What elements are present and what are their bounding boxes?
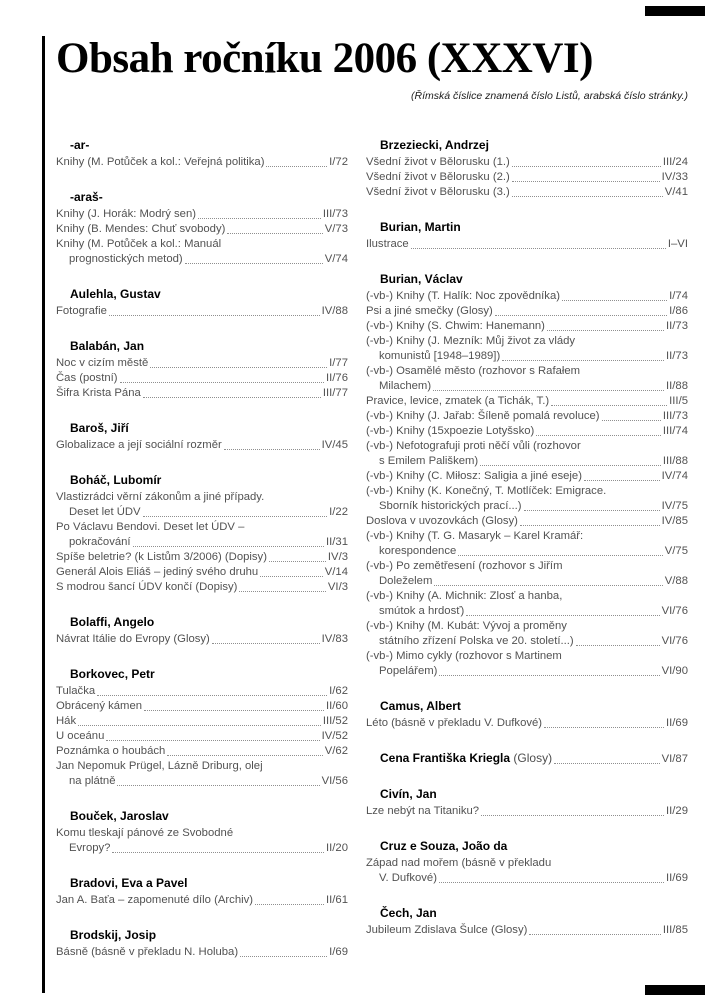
toc-section	[366, 787, 688, 819]
page-ref: IV/45	[321, 439, 348, 452]
author-name: Cruz e Souza, João da	[380, 839, 508, 854]
author-heading	[56, 615, 348, 630]
dotted-leader	[512, 180, 660, 182]
page-ref: V/75	[664, 545, 688, 558]
toc-entry-line	[56, 252, 348, 267]
entry-text: (-vb-) Knihy (M. Kubát: Vývoj a proměny	[366, 620, 567, 633]
entry-text: Lze nebýt na Titaniku?	[366, 805, 480, 818]
author-heading	[56, 287, 348, 302]
page-ref: I/86	[669, 305, 688, 318]
entry-text: (-vb-) Knihy (J. Mezník: Můj život za vlády	[366, 335, 576, 348]
toc-entry-line	[366, 409, 688, 424]
toc-entry-line	[56, 699, 348, 714]
toc-entry-line	[366, 649, 688, 664]
entry-text: S modrou šancí ÚDV končí (Dopisy)	[56, 581, 238, 594]
toc-entry-line	[366, 856, 688, 871]
toc-entry-line	[366, 804, 688, 819]
dotted-leader	[512, 195, 663, 197]
author-name: Brzeziecki, Andrzej	[380, 138, 489, 153]
entry-text: Globalizace a její sociální rozměr	[56, 439, 222, 452]
author-heading	[366, 787, 688, 802]
dotted-leader	[458, 554, 662, 556]
page-ref: III/85	[662, 924, 688, 937]
page-ref: VI/76	[661, 605, 688, 618]
entry-text: Poznámka o houbách	[56, 745, 166, 758]
toc-entry-line	[56, 714, 348, 729]
entry-text: Milachem)	[379, 380, 432, 393]
dotted-leader	[227, 232, 322, 234]
entry-text: Jubileum Zdislava Šulce (Glosy)	[366, 924, 528, 937]
page-ref: V/88	[664, 575, 688, 588]
entry-text: Doslova v uvozovkách (Glosy)	[366, 515, 518, 528]
page-ref: VI/3	[327, 581, 348, 594]
author-heading	[56, 473, 348, 488]
page-ref: VI/76	[661, 635, 688, 648]
dotted-leader	[481, 814, 664, 816]
page-ref: II/69	[666, 872, 688, 885]
toc-entry-line	[366, 604, 688, 619]
toc-entry-line	[56, 207, 348, 222]
entry-text: Knihy (J. Horák: Modrý sen)	[56, 208, 196, 221]
page-title: Obsah ročníku 2006 (XXXVI)	[56, 35, 593, 82]
author-heading	[56, 421, 348, 436]
page-ref: II/20	[326, 842, 348, 855]
entry-text: Návrat Itálie do Evropy (Glosy)	[56, 633, 210, 646]
toc-entry-line	[366, 544, 688, 559]
toc-entry-line	[56, 826, 348, 841]
author-name: Bouček, Jaroslav	[70, 809, 169, 824]
author-name: Borkovec, Petr	[70, 667, 155, 682]
entry-text: Pravice, levice, zmatek (a Tichák, T.)	[366, 395, 550, 408]
toc-entry-line	[56, 222, 348, 237]
toc-section	[56, 138, 348, 170]
entry-text: Všední život v Bělorusku (2.)	[366, 171, 510, 184]
toc-entry-line	[366, 170, 688, 185]
author-heading	[56, 928, 348, 943]
author-name: Burian, Václav	[380, 272, 463, 287]
page-border-left-rule	[42, 36, 45, 993]
author-name: Balabán, Jan	[70, 339, 145, 354]
dotted-leader	[117, 784, 319, 786]
toc-entry-line	[56, 550, 348, 565]
author-heading	[56, 339, 348, 354]
toc-section	[56, 421, 348, 453]
entry-text: s Emilem Pališkem)	[379, 455, 479, 468]
toc-entry-line	[56, 490, 348, 505]
author-heading	[56, 876, 348, 891]
toc-column-right	[366, 138, 688, 980]
page-ref: III/52	[322, 715, 348, 728]
author-heading	[366, 751, 688, 767]
page-ref: VI/90	[661, 665, 688, 678]
dotted-leader	[551, 404, 667, 406]
crop-mark-bottom-right	[645, 985, 705, 995]
page-ref: IV/85	[661, 515, 688, 528]
toc-entry-line	[366, 155, 688, 170]
toc-entry-line	[56, 841, 348, 856]
dotted-leader	[495, 314, 667, 316]
entry-text: prognostických metod)	[69, 253, 183, 266]
author-name: Čech, Jan	[380, 906, 437, 921]
toc-entry-line	[366, 923, 688, 938]
dotted-leader	[269, 560, 326, 562]
toc-entry-line	[56, 237, 348, 252]
page-ref: V/62	[324, 745, 348, 758]
toc-entry-line	[56, 371, 348, 386]
page-ref: II/76	[326, 372, 348, 385]
toc-entry-line	[366, 499, 688, 514]
page-ref: I–VI	[667, 238, 688, 251]
dotted-leader	[529, 933, 661, 935]
entry-text: Sborník historických prací...)	[379, 500, 522, 513]
page-ref: III/24	[662, 156, 688, 169]
entry-text: (-vb-) Knihy (J. Jařab: Šíleně pomalá revoluce)	[366, 410, 600, 423]
toc-section	[56, 190, 348, 267]
toc-entry-line	[56, 580, 348, 595]
author-name: Bradovi, Eva a Pavel	[70, 876, 188, 891]
toc-section	[56, 809, 348, 856]
toc-section	[366, 751, 688, 767]
author-name: Bolaffi, Angelo	[70, 615, 155, 630]
dotted-leader	[520, 524, 660, 526]
author-heading	[366, 699, 688, 714]
page-ref: II/61	[326, 894, 348, 907]
dotted-leader	[112, 851, 324, 853]
entry-text: (-vb-) Mimo cykly (rozhovor s Martinem	[366, 650, 562, 663]
toc-entry-line	[366, 185, 688, 200]
entry-text: Fotografie	[56, 305, 107, 318]
toc-section	[366, 906, 688, 938]
entry-text: korespondence	[379, 545, 457, 558]
toc-entry-line	[366, 349, 688, 364]
entry-text: Deset let ÚDV	[69, 506, 141, 519]
dotted-leader	[584, 479, 660, 481]
toc-entry-line	[56, 505, 348, 520]
author-name: -ar-	[70, 138, 90, 153]
page-ref: II/73	[666, 350, 688, 363]
dotted-leader	[255, 903, 324, 905]
entry-text: pokračování	[69, 536, 131, 549]
page-ref: III/77	[322, 387, 348, 400]
toc-entry-line	[56, 744, 348, 759]
dotted-leader	[239, 590, 325, 592]
dotted-leader	[562, 299, 667, 301]
toc-entry-line	[366, 484, 688, 499]
page-ref: VI/56	[321, 775, 348, 788]
toc-entry-line	[56, 729, 348, 744]
page-ref: III/88	[662, 455, 688, 468]
toc-section	[56, 876, 348, 908]
entry-text: (-vb-) Knihy (C. Miłosz: Saligia a jiné eseje)	[366, 470, 582, 483]
toc-entry-line	[56, 386, 348, 401]
author-heading	[56, 138, 348, 153]
toc-entry-line	[56, 520, 348, 535]
page-ref: III/74	[662, 425, 688, 438]
dotted-leader	[602, 419, 661, 421]
page-ref: V/14	[324, 566, 348, 579]
entry-text: Noc v cizím městě	[56, 357, 149, 370]
page-ref: V/41	[664, 186, 688, 199]
author-name: Camus, Albert	[380, 699, 461, 714]
dotted-leader	[524, 509, 660, 511]
entry-text: Doleželem	[379, 575, 433, 588]
page-subtitle: (Římská číslice znamená číslo Listů, arabská číslo stránky.)	[411, 90, 688, 103]
page-ref: VI/87	[661, 753, 688, 766]
page-ref: V/74	[324, 253, 348, 266]
entry-text: Knihy (M. Potůček a kol.: Manuál	[56, 238, 222, 251]
toc-entry-line	[366, 716, 688, 731]
author-name: Burian, Martin	[380, 220, 461, 235]
entry-text: na plátně	[69, 775, 116, 788]
dotted-leader	[502, 359, 664, 361]
author-heading	[366, 272, 688, 287]
entry-text: Jan Nepomuk Prügel, Lázně Driburg, olej	[56, 760, 263, 773]
dotted-leader	[240, 955, 327, 957]
dotted-leader	[212, 642, 320, 644]
dotted-leader	[143, 396, 321, 398]
entry-text: Knihy (M. Potůček a kol.: Veřejná politika)	[56, 156, 265, 169]
dotted-leader	[109, 314, 320, 316]
entry-text: Ilustrace	[366, 238, 409, 251]
dotted-leader	[576, 644, 660, 646]
crop-mark-top-right	[645, 6, 705, 16]
entry-text: Generál Alois Eliáš – jediný svého druhu	[56, 566, 259, 579]
entry-text: Vlastizrádci věrní zákonům a jiné případy.	[56, 491, 265, 504]
toc-entry-line	[366, 589, 688, 604]
dotted-leader	[185, 262, 323, 264]
entry-text: Knihy (B. Mendes: Chuť svobody)	[56, 223, 226, 236]
page-ref: IV/33	[661, 171, 688, 184]
entry-text: (-vb-) Knihy (K. Konečný, T. Motlíček: Emigrace.	[366, 485, 607, 498]
toc-section	[56, 667, 348, 789]
toc-column-left	[56, 138, 348, 980]
dotted-leader	[198, 217, 321, 219]
author-name: Boháč, Lubomír	[70, 473, 162, 488]
dotted-leader	[439, 674, 659, 676]
toc-entry-line	[56, 774, 348, 789]
page-ref: V/73	[324, 223, 348, 236]
entry-text: Čas (postní)	[56, 372, 118, 385]
author-heading	[366, 138, 688, 153]
entry-text: Komu tleskají pánové ze Svobodné	[56, 827, 234, 840]
dotted-leader	[133, 545, 324, 547]
dotted-leader	[120, 381, 324, 383]
toc-entry-line	[56, 632, 348, 647]
entry-text: Všední život v Bělorusku (1.)	[366, 156, 510, 169]
entry-text: Evropy?	[69, 842, 111, 855]
page-ref: II/73	[666, 320, 688, 333]
entry-text: komunistů [1948–1989])	[379, 350, 501, 363]
page-ref: III/73	[662, 410, 688, 423]
page-ref: I/72	[329, 156, 348, 169]
dotted-leader	[480, 464, 661, 466]
entry-text: (-vb-) Po zemětřesení (rozhovor s Jiřím	[366, 560, 563, 573]
entry-text: (-vb-) Knihy (S. Chwim: Hanemann)	[366, 320, 545, 333]
entry-text: (-vb-) Nefotografuji proti něčí vůli (rozhovor	[366, 440, 581, 453]
dotted-leader	[536, 434, 661, 436]
toc-entry-line	[366, 304, 688, 319]
author-name: Brodskij, Josip	[70, 928, 157, 943]
page-ref: IV/88	[321, 305, 348, 318]
entry-text: Jan A. Baťa – zapomenuté dílo (Archiv)	[56, 894, 254, 907]
toc-entry-line	[56, 565, 348, 580]
dotted-leader	[78, 724, 321, 726]
author-name: -araš-	[70, 190, 103, 205]
page-content	[56, 36, 688, 980]
toc-entry-line	[366, 664, 688, 679]
toc-entry-line	[366, 394, 688, 409]
entry-text: Spíše beletrie? (k Listům 3/2006) (Dopisy)	[56, 551, 267, 564]
toc-entry-line	[366, 619, 688, 634]
toc-entry-line	[56, 945, 348, 960]
author-heading	[56, 667, 348, 682]
toc-section	[56, 615, 348, 647]
toc-section	[366, 138, 688, 200]
page-ref: IV/83	[321, 633, 348, 646]
dotted-leader	[143, 515, 328, 517]
toc-entry-line	[56, 759, 348, 774]
entry-text: Léto (básně v překladu V. Dufkové)	[366, 717, 543, 730]
author-heading	[366, 220, 688, 235]
page-ref: I/77	[329, 357, 348, 370]
page-ref: II/29	[666, 805, 688, 818]
dotted-leader	[411, 247, 666, 249]
page-ref: I/22	[329, 506, 348, 519]
toc-entry-line	[366, 364, 688, 379]
entry-text: Psi a jiné smečky (Glosy)	[366, 305, 493, 318]
toc-entry-line	[366, 454, 688, 469]
page-ref: III/5	[669, 395, 688, 408]
dotted-leader	[554, 762, 660, 764]
entry-text: Šifra Krista Pána	[56, 387, 141, 400]
entry-text: Po Václavu Bendovi. Deset let ÚDV –	[56, 521, 245, 534]
page-ref: IV/75	[661, 500, 688, 513]
entry-text: Všední život v Bělorusku (3.)	[366, 186, 510, 199]
toc-entry-line	[56, 535, 348, 550]
dotted-leader	[434, 584, 662, 586]
author-name: Civín, Jan	[380, 787, 437, 802]
dotted-leader	[260, 575, 323, 577]
dotted-leader	[512, 165, 661, 167]
page-ref: I/62	[329, 685, 348, 698]
dotted-leader	[547, 329, 664, 331]
toc-columns	[56, 138, 688, 980]
toc-entry-line	[366, 514, 688, 529]
author-heading	[366, 839, 688, 854]
page-ref: I/69	[329, 946, 348, 959]
dotted-leader	[266, 165, 327, 167]
toc-entry-line	[56, 304, 348, 319]
entry-text: (-vb-) Knihy (A. Michnik: Zlosť a hanba,	[366, 590, 563, 603]
toc-entry-line	[56, 155, 348, 170]
page-ref: II/69	[666, 717, 688, 730]
toc-entry-line	[366, 574, 688, 589]
entry-text: Západ nad mořem (básně v překladu	[366, 857, 552, 870]
toc-entry-line	[366, 319, 688, 334]
author-heading	[56, 809, 348, 824]
entry-text: smútok a hrdosť)	[379, 605, 465, 618]
page-ref: IV/3	[327, 551, 348, 564]
heading-suffix: (Glosy)	[510, 751, 553, 766]
toc-section	[366, 272, 688, 679]
dotted-leader	[466, 614, 659, 616]
entry-text: státního zřízení Polska ve 20. století...)	[379, 635, 574, 648]
entry-text: Obrácený kámen	[56, 700, 143, 713]
toc-section	[56, 928, 348, 960]
entry-text: Popelářem)	[379, 665, 438, 678]
author-heading	[366, 906, 688, 921]
toc-entry-line	[56, 356, 348, 371]
toc-section	[366, 839, 688, 886]
entry-text: (-vb-) Knihy (T. G. Masaryk – Karel Kramář:	[366, 530, 584, 543]
entry-text: (-vb-) Knihy (T. Halík: Noc zpovědníka)	[366, 290, 560, 303]
page-ref: IV/52	[321, 730, 348, 743]
toc-entry-line	[56, 438, 348, 453]
toc-entry-line	[366, 559, 688, 574]
toc-section	[366, 699, 688, 731]
page-ref: I/74	[669, 290, 688, 303]
page-ref: IV/74	[661, 470, 688, 483]
dotted-leader	[224, 448, 320, 450]
toc-section	[56, 339, 348, 401]
entry-text: Tulačka	[56, 685, 96, 698]
toc-entry-line	[56, 684, 348, 699]
author-name: Baroš, Jiří	[70, 421, 129, 436]
entry-text: Básně (básně v překladu N. Holuba)	[56, 946, 239, 959]
author-name: Aulehla, Gustav	[70, 287, 161, 302]
entry-text: V. Dufkové)	[379, 872, 437, 885]
dotted-leader	[544, 726, 664, 728]
toc-entry-line	[366, 237, 688, 252]
page-ref: II/31	[326, 536, 348, 549]
entry-text: U oceánu	[56, 730, 105, 743]
entry-text: Hák	[56, 715, 77, 728]
dotted-leader	[106, 739, 319, 741]
toc-entry-line	[366, 424, 688, 439]
entry-text: (-vb-) Osamělé město (rozhovor s Rafałem	[366, 365, 581, 378]
dotted-leader	[433, 389, 664, 391]
toc-entry-line	[366, 469, 688, 484]
toc-entry-line	[366, 529, 688, 544]
page-ref: II/88	[666, 380, 688, 393]
page-ref: II/60	[326, 700, 348, 713]
toc-section	[56, 287, 348, 319]
toc-section	[366, 220, 688, 252]
toc-entry-line	[366, 871, 688, 886]
author-heading	[56, 190, 348, 205]
toc-entry-line	[366, 334, 688, 349]
dotted-leader	[439, 881, 664, 883]
toc-section	[56, 473, 348, 595]
entry-text: (-vb-) Knihy (15xpoezie Lotyšsko)	[366, 425, 535, 438]
dotted-leader	[144, 709, 324, 711]
toc-entry-line	[366, 634, 688, 649]
page-ref: III/73	[322, 208, 348, 221]
dotted-leader	[97, 694, 327, 696]
toc-entry-line	[56, 893, 348, 908]
toc-entry-line	[366, 289, 688, 304]
dotted-leader	[150, 366, 327, 368]
author-name: Cena Františka Kriegla	[380, 751, 511, 766]
toc-entry-line	[366, 439, 688, 454]
toc-entry-line	[366, 379, 688, 394]
dotted-leader	[167, 754, 322, 756]
